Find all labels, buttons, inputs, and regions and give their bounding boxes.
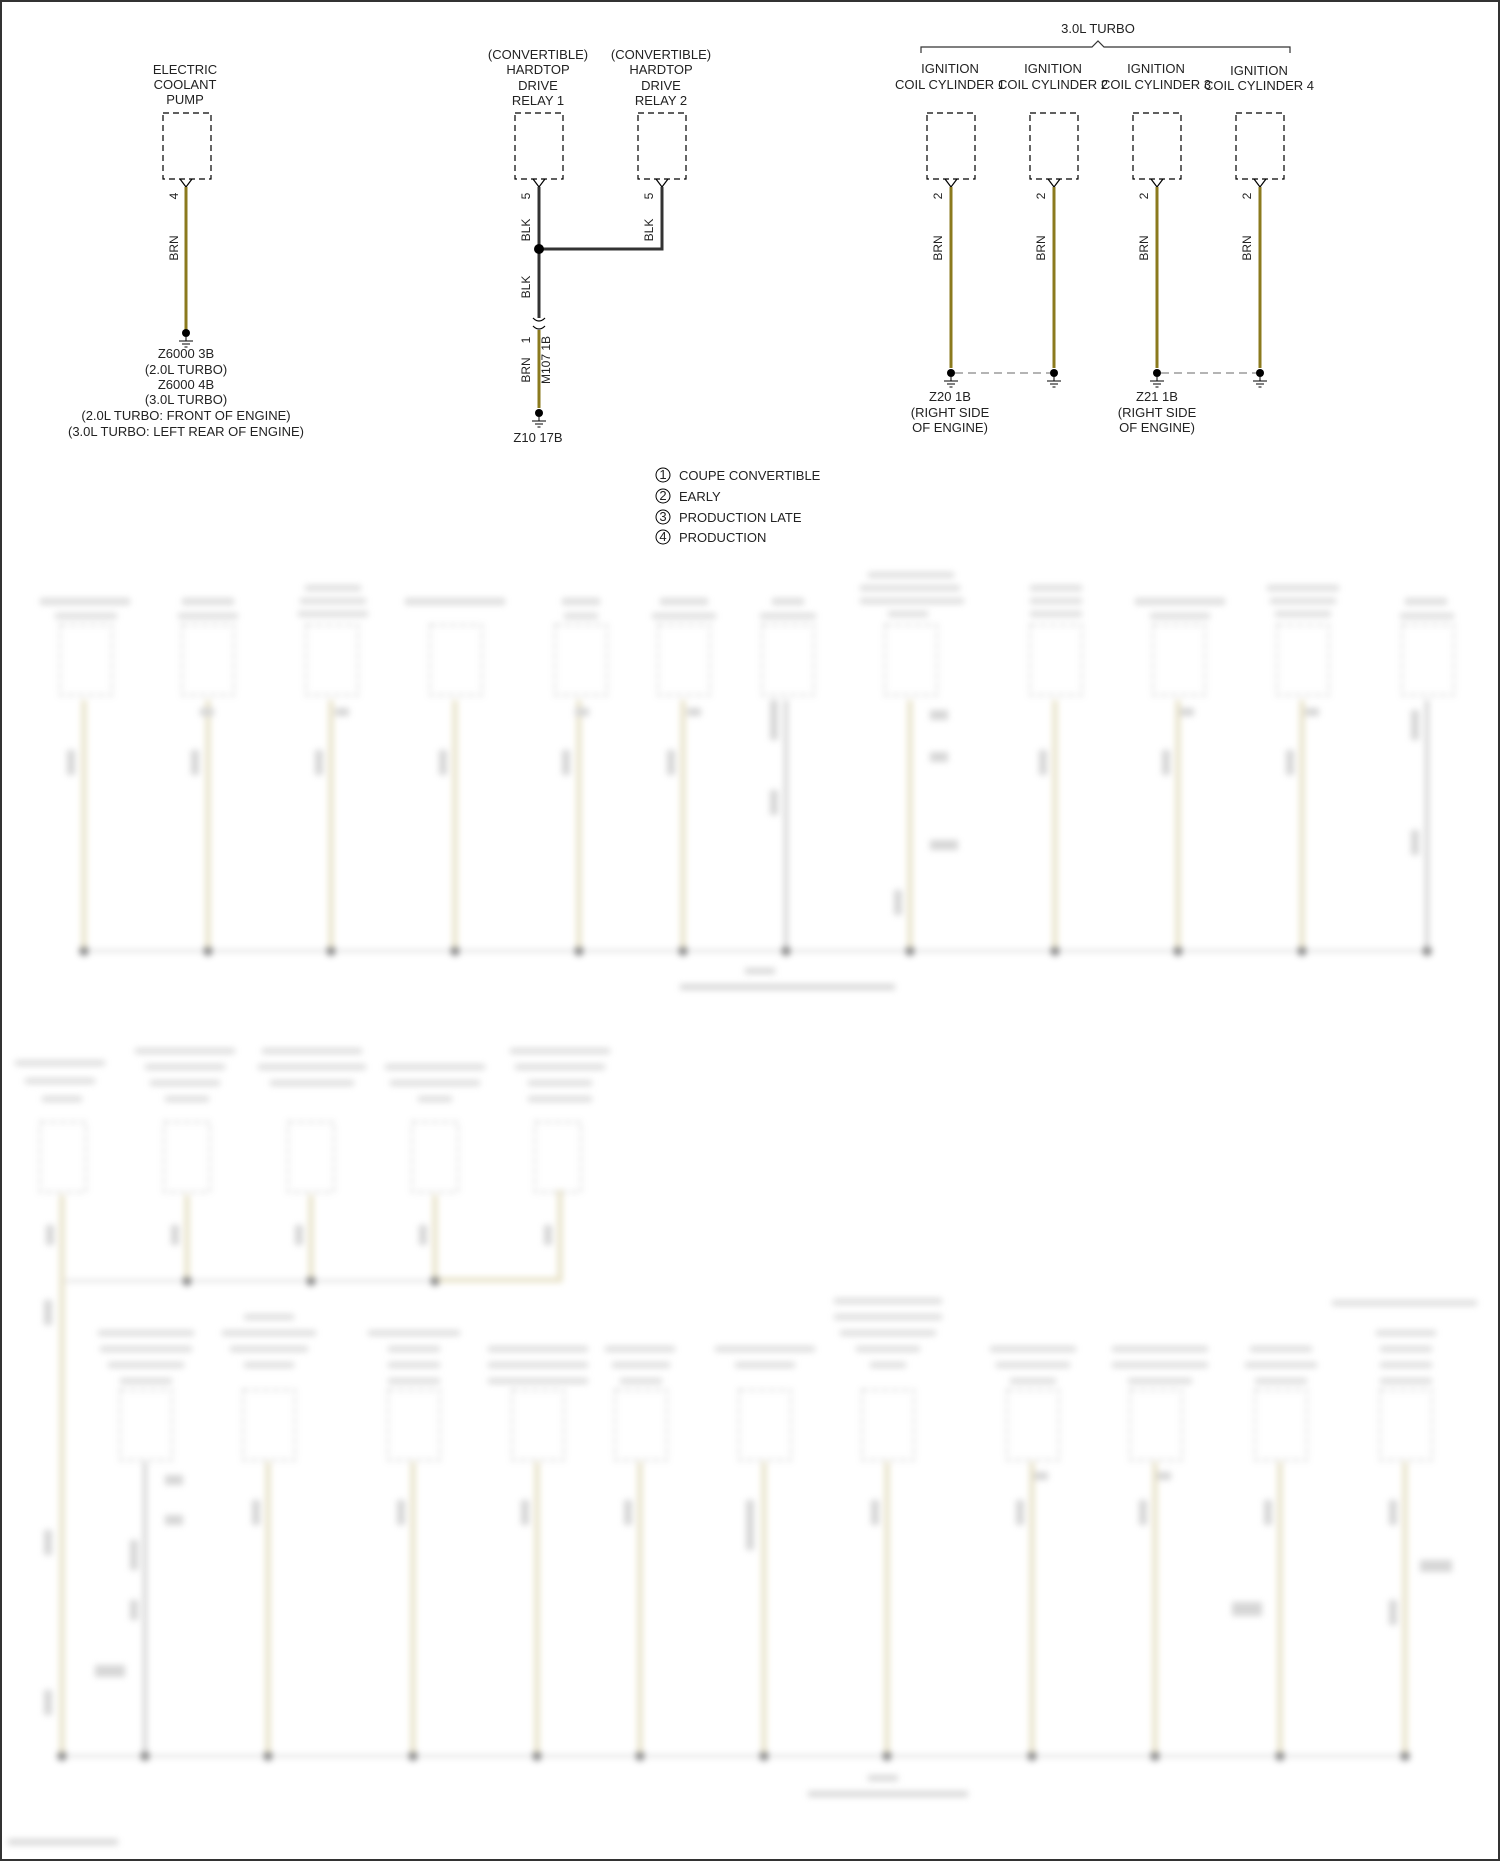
svg-text:Z10 17B: Z10 17B xyxy=(513,430,563,445)
row1-comp xyxy=(40,598,130,956)
group-bracket xyxy=(921,41,1290,53)
svg-text:COOLANT: COOLANT xyxy=(153,77,217,92)
legend-item xyxy=(656,488,721,504)
svg-text:2: 2 xyxy=(1034,192,1048,200)
svg-text:COIL CYLINDER 4: COIL CYLINDER 4 xyxy=(1203,78,1315,93)
pump-component-box xyxy=(163,113,211,179)
legend-item xyxy=(656,529,766,545)
row1-comp xyxy=(1135,598,1225,956)
svg-text:BRN: BRN xyxy=(1240,235,1254,261)
svg-text:M107 1B: M107 1B xyxy=(539,335,553,385)
hardtop-drive-relay-2 xyxy=(539,47,711,249)
row1-comp xyxy=(298,585,368,956)
row1-comp xyxy=(555,598,607,956)
svg-text:BLK: BLK xyxy=(519,218,533,242)
svg-text:Z6000 4B: Z6000 4B xyxy=(157,377,215,392)
row1-comp xyxy=(1400,598,1454,956)
svg-text:(3.0L TURBO: LEFT REAR OF ENGI: (3.0L TURBO: LEFT REAR OF ENGINE) xyxy=(68,424,304,439)
svg-text:RELAY 1: RELAY 1 xyxy=(511,93,565,108)
svg-text:OF ENGINE): OF ENGINE) xyxy=(1119,420,1195,435)
ignition-coil-1 xyxy=(895,61,1005,387)
row1-comp xyxy=(1267,585,1339,956)
hardtop-drive-relay-1 xyxy=(488,47,588,318)
svg-text:2: 2 xyxy=(1137,192,1151,200)
svg-text:(RIGHT SIDE: (RIGHT SIDE xyxy=(1117,405,1197,420)
svg-text:Z6000 3B: Z6000 3B xyxy=(157,346,215,361)
ignition-coil-3 xyxy=(1101,61,1211,387)
row1-comp xyxy=(760,598,816,956)
blurred-diagram-section xyxy=(8,572,1477,1845)
svg-text:1: 1 xyxy=(659,467,667,482)
group-title: 3.0L TURBO xyxy=(1061,21,1135,36)
ignition-coil-2 xyxy=(998,61,1108,387)
legend-item xyxy=(656,467,821,483)
svg-text:(CONVERTIBLE): (CONVERTIBLE) xyxy=(487,47,589,62)
row-3-circuits xyxy=(44,1281,1477,1797)
svg-text:IGNITION: IGNITION xyxy=(1127,61,1185,76)
svg-text:(RIGHT SIDE: (RIGHT SIDE xyxy=(910,405,990,420)
legend-item xyxy=(656,509,802,525)
svg-text:2: 2 xyxy=(659,488,667,503)
svg-text:BLK: BLK xyxy=(519,275,533,299)
row1-comp xyxy=(652,598,716,956)
svg-text:COIL CYLINDER 2: COIL CYLINDER 2 xyxy=(997,77,1109,92)
row-1-circuits xyxy=(40,572,1454,990)
coil-ground-z20 xyxy=(911,389,990,435)
svg-text:PRODUCTION LATE: PRODUCTION LATE xyxy=(679,510,802,525)
svg-text:4: 4 xyxy=(659,529,667,544)
legend xyxy=(656,467,821,545)
svg-text:(2.0L TURBO: FRONT OF ENGINE): (2.0L TURBO: FRONT OF ENGINE) xyxy=(81,408,291,423)
svg-text:(CONVERTIBLE): (CONVERTIBLE) xyxy=(610,47,712,62)
row-2-circuits xyxy=(15,1048,610,1286)
svg-text:3: 3 xyxy=(659,509,667,524)
top-section xyxy=(68,21,1314,545)
relay-2-box xyxy=(638,113,686,179)
svg-text:2: 2 xyxy=(1240,192,1254,200)
svg-text:IGNITION: IGNITION xyxy=(1230,63,1288,78)
svg-text:DRIVE: DRIVE xyxy=(641,78,681,93)
svg-text:ELECTRIC: ELECTRIC xyxy=(152,62,218,77)
svg-text:Z20 1B: Z20 1B xyxy=(929,389,971,404)
svg-text:COUPE CONVERTIBLE: COUPE CONVERTIBLE xyxy=(679,468,821,483)
row1-comp xyxy=(860,572,964,956)
svg-text:IGNITION: IGNITION xyxy=(1024,61,1082,76)
svg-text:HARDTOP: HARDTOP xyxy=(629,62,693,77)
svg-text:OF ENGINE): OF ENGINE) xyxy=(912,420,988,435)
svg-text:(2.0L TURBO): (2.0L TURBO) xyxy=(144,362,228,377)
svg-text:5: 5 xyxy=(642,192,656,200)
svg-text:BRN: BRN xyxy=(1137,235,1151,261)
svg-text:5: 5 xyxy=(519,192,533,200)
ignition-coil-4 xyxy=(1204,63,1314,387)
svg-text:BRN: BRN xyxy=(931,235,945,261)
row1-comp xyxy=(405,598,505,956)
relay-1-box xyxy=(515,113,563,179)
svg-text:RELAY 2: RELAY 2 xyxy=(634,93,688,108)
svg-text:COIL CYLINDER 1: COIL CYLINDER 1 xyxy=(894,77,1006,92)
svg-text:1: 1 xyxy=(519,336,533,344)
svg-text:BRN: BRN xyxy=(519,357,533,383)
svg-text:PRODUCTION: PRODUCTION xyxy=(679,530,767,545)
svg-text:IGNITION: IGNITION xyxy=(921,61,979,76)
row1-comp xyxy=(1030,585,1082,956)
connector-m107 xyxy=(533,318,545,329)
svg-text:4: 4 xyxy=(167,192,181,200)
svg-text:Z21 1B: Z21 1B xyxy=(1136,389,1178,404)
svg-text:PUMP: PUMP xyxy=(166,92,204,107)
svg-text:HARDTOP: HARDTOP xyxy=(506,62,570,77)
svg-text:BRN: BRN xyxy=(1034,235,1048,261)
svg-text:EARLY: EARLY xyxy=(679,489,721,504)
svg-text:BRN: BRN xyxy=(167,235,181,261)
svg-text:DRIVE: DRIVE xyxy=(518,78,558,93)
row1-comp xyxy=(178,598,238,956)
coil-ground-z21 xyxy=(1118,389,1197,435)
svg-text:BLK: BLK xyxy=(642,218,656,242)
splice-dot xyxy=(534,244,544,254)
svg-text:2: 2 xyxy=(931,192,945,200)
electric-coolant-pump xyxy=(68,62,304,439)
diagram-border xyxy=(1,1,1499,1860)
svg-text:(3.0L TURBO): (3.0L TURBO) xyxy=(144,392,228,407)
svg-text:COIL CYLINDER 3: COIL CYLINDER 3 xyxy=(1100,77,1212,92)
